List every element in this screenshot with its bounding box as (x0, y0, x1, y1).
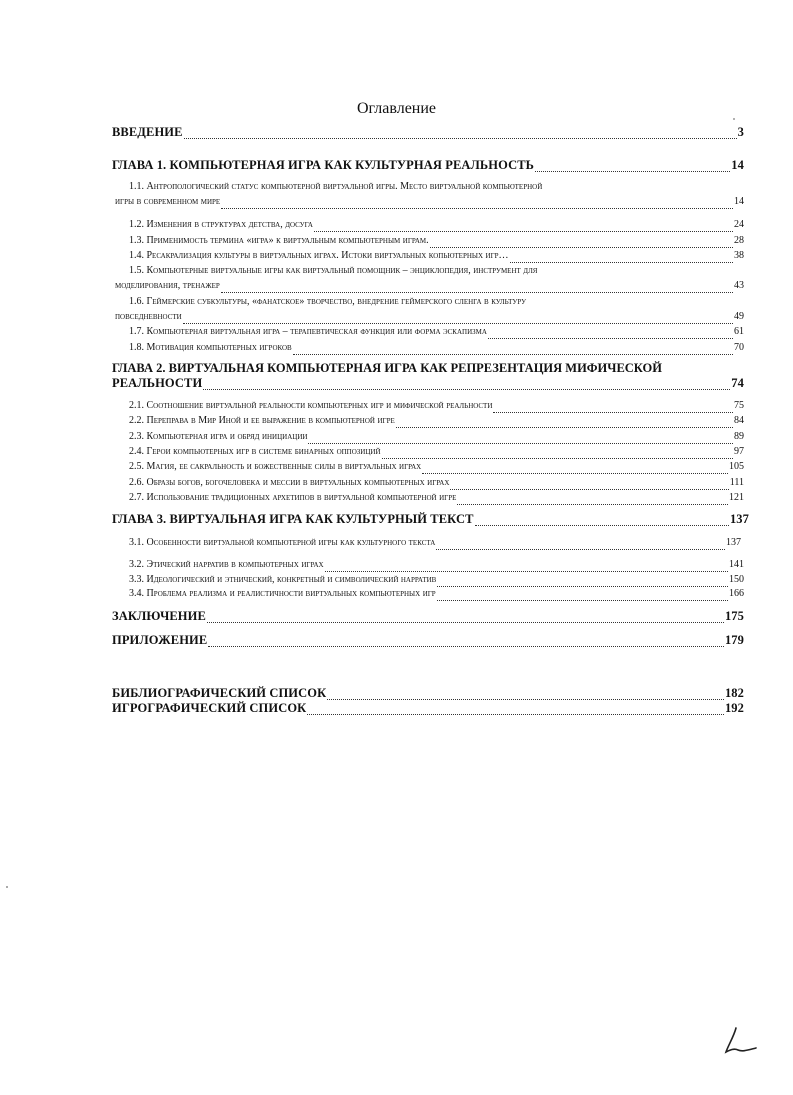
toc-entry-2-5[interactable] (129, 460, 744, 474)
toc-entry-2-1[interactable] (129, 399, 744, 413)
toc-entry-title: ГЛАВА 3. ВИРТУАЛЬНАЯ ИГРА КАК КУЛЬТУРНЫЙ ТЕКСТ (112, 512, 474, 526)
dot-leader (308, 433, 733, 444)
toc-page-number: 43 (734, 280, 744, 291)
toc-page-number: 84 (734, 415, 744, 426)
toc-page-number: 28 (734, 235, 744, 246)
toc-entry-title: игры в современном мире (115, 196, 221, 207)
toc-page-number: 166 (729, 588, 744, 599)
toc-entry-1-1[interactable] (115, 195, 744, 209)
toc-page-number: 70 (734, 342, 744, 353)
dot-leader (293, 344, 733, 355)
toc-entry-ludography[interactable] (112, 701, 744, 715)
toc-page-number: 105 (729, 461, 744, 472)
toc-entry-title: 2.6. Образы богов, богочеловека и мессии в виртуальных компьютерных играх (129, 477, 450, 488)
toc-entry-title: 2.7. Использование традиционных архетипов в виртуальной компьютерной игре (129, 492, 457, 503)
toc-entry-2-4[interactable] (129, 445, 744, 459)
toc-entry-title: ВВЕДЕНИЕ (112, 125, 183, 139)
toc-page-number: 75 (734, 400, 744, 411)
toc-entry-chapter-2-line1: ГЛАВА 2. ВИРТУАЛЬНАЯ КОМПЬЮТЕРНАЯ ИГРА КАК РЕПРЕЗЕНТАЦИЯ МИФИЧЕСКОЙ (112, 361, 663, 375)
dot-leader (184, 128, 737, 139)
toc-entry-bibliography[interactable] (112, 686, 744, 700)
toc-entry-title: ИГРОГРАФИЧЕСКИЙ СПИСОК (112, 701, 307, 715)
toc-page-number: 175 (724, 609, 744, 623)
toc-entry-title: БИБЛИОГРАФИЧЕСКИЙ СПИСОК (112, 686, 327, 700)
dot-leader (307, 704, 724, 715)
toc-entry-appendix[interactable] (112, 633, 744, 647)
toc-page-number: 141 (729, 559, 744, 570)
dot-leader (475, 515, 729, 526)
toc-entry-3-1[interactable] (129, 536, 741, 550)
toc-page-number: 137 (729, 512, 749, 526)
toc-entry-title: РЕАЛЬНОСТИ (112, 376, 203, 390)
toc-entry-title: 2.2. Переправа в Мир Иной и ее выражение в компьютерной игре (129, 415, 395, 426)
toc-page-number: 61 (734, 326, 744, 337)
dot-leader (450, 479, 728, 490)
dot-leader (422, 463, 728, 474)
dot-leader (437, 576, 728, 587)
toc-entry-1-6[interactable] (115, 310, 744, 324)
dot-leader (207, 612, 724, 623)
toc-page-number: 74 (731, 376, 744, 390)
toc-page-number: 150 (729, 574, 744, 585)
toc-entry-3-3[interactable] (129, 573, 744, 587)
toc-entry-title: 3.1. Особенности виртуальной компьютерной игры как культурного текста (129, 537, 436, 548)
dot-leader (327, 689, 724, 700)
toc-entry-title: 3.2. Этический нарратив в компьютерных играх (129, 559, 324, 570)
toc-page-number: 24 (734, 219, 744, 230)
toc-entry-title: ЗАКЛЮЧЕНИЕ (112, 609, 206, 623)
toc-entry-2-6[interactable] (129, 476, 744, 490)
toc-entry-title: 1.2. Изменения в структурах детства, досуга (129, 219, 313, 230)
toc-page-number: 182 (724, 686, 744, 700)
toc-entry-chapter-3[interactable] (112, 512, 749, 526)
dot-leader (203, 379, 730, 390)
toc-entry-title: ПРИЛОЖЕНИЕ (112, 633, 208, 647)
page-title: Оглавление (356, 100, 437, 117)
toc-entry-title: 1.8. Мотивация компьютерных игроков (129, 342, 292, 353)
dot-leader (221, 282, 733, 293)
toc-page-number: 89 (734, 431, 744, 442)
toc-entry-title: ГЛАВА 1. КОМПЬЮТЕРНАЯ ИГРА КАК КУЛЬТУРНАЯ РЕАЛЬНОСТЬ (112, 158, 535, 172)
toc-entry-chapter-1[interactable] (112, 158, 744, 172)
toc-entry-title: 1.4. Ресакрализация культуры в виртуальных играх. Истоки виртуальных копьютерных игр… (129, 250, 509, 261)
toc-page-number: 3 (737, 125, 744, 139)
toc-page-number: 97 (734, 446, 744, 457)
dot-leader (510, 252, 733, 263)
toc-entry-title: 3.3. Идеологический и этнический, конкретный и символический нарратив (129, 574, 437, 585)
toc-entry-1-3[interactable] (129, 234, 744, 248)
toc-page-number: 111 (729, 477, 744, 488)
toc-entry-conclusion[interactable] (112, 609, 744, 623)
toc-entry-title: 2.1. Соотношение виртуальной реальности компьютерных игр и мифической реальности (129, 400, 493, 411)
dot-leader (325, 561, 728, 572)
toc-entry-1-5[interactable] (115, 279, 744, 293)
dot-leader (535, 161, 730, 172)
toc-entry-title: 2.3. Компьютерная игра и обряд инициации (129, 431, 308, 442)
toc-entry-chapter-2[interactable] (112, 376, 744, 390)
toc-page-number: 14 (734, 196, 744, 207)
toc-entry-1-2[interactable] (129, 218, 744, 232)
toc-page-number: 179 (724, 633, 744, 647)
toc-entry-title: повседневности (115, 311, 182, 322)
toc-page-number: 38 (734, 250, 744, 261)
toc-entry-title: 1.3. Применимость термина «игра» к виртуальным компьютерным играм. (129, 235, 429, 246)
toc-entry-title: 3.4. Проблема реализма и реалистичности виртуальных компьютерных игр (129, 588, 436, 599)
dot-leader (314, 221, 733, 232)
toc-entry-1-8[interactable] (129, 341, 744, 355)
toc-entry-3-2[interactable] (129, 558, 744, 572)
dot-leader (430, 237, 733, 248)
dot-leader (382, 448, 733, 459)
dot-leader (221, 198, 733, 209)
toc-entry-1-4[interactable] (129, 249, 744, 263)
toc-entry-2-3[interactable] (129, 430, 744, 444)
toc-entry-2-2[interactable] (129, 414, 744, 428)
toc-page-number: 137 (726, 537, 741, 548)
dot-leader (208, 636, 724, 647)
toc-entry-1-1-line1: 1.1. Антропологический статус компьютерной виртуальной игры. Место виртуальной компьютерной (129, 181, 543, 192)
dot-leader (493, 402, 733, 413)
toc-page-number: 121 (729, 492, 744, 503)
toc-entry-title: моделирования, тренажер (115, 280, 220, 291)
dot-leader (457, 494, 728, 505)
toc-entry-3-4[interactable] (129, 587, 744, 601)
toc-entry-title: 1.7. Компьютерная виртуальная игра – терапевтическая функция или форма эскапизма (129, 326, 487, 337)
toc-page-number: 49 (734, 311, 744, 322)
toc-entry-1-7[interactable] (129, 325, 744, 339)
dot-leader (488, 328, 733, 339)
dot-leader (437, 590, 728, 601)
dot-leader (396, 417, 733, 428)
toc-entry-introduction[interactable] (112, 125, 744, 139)
toc-entry-title: 2.5. Магия, ее сакральность и божественные силы в виртуальных играх (129, 461, 422, 472)
toc-page-number: 192 (724, 701, 744, 715)
dot-leader (183, 313, 733, 324)
toc-page-number: 14 (731, 158, 744, 172)
toc-entry-1-6-line1: 1.6. Геймерские субкультуры, «фанатское» творчество, внедрение геймерского сленга в культуру (129, 296, 527, 307)
dot-leader (436, 539, 725, 550)
handwritten-mark (722, 1026, 758, 1056)
toc-entry-1-5-line1: 1.5. Компьютерные виртуальные игры как виртуальный помощник – энциклопедия, инструмент для (129, 265, 538, 276)
toc-entry-title: 2.4. Герои компьютерных игр в системе бинарных оппозиций (129, 446, 381, 457)
toc-entry-2-7[interactable] (129, 491, 744, 505)
